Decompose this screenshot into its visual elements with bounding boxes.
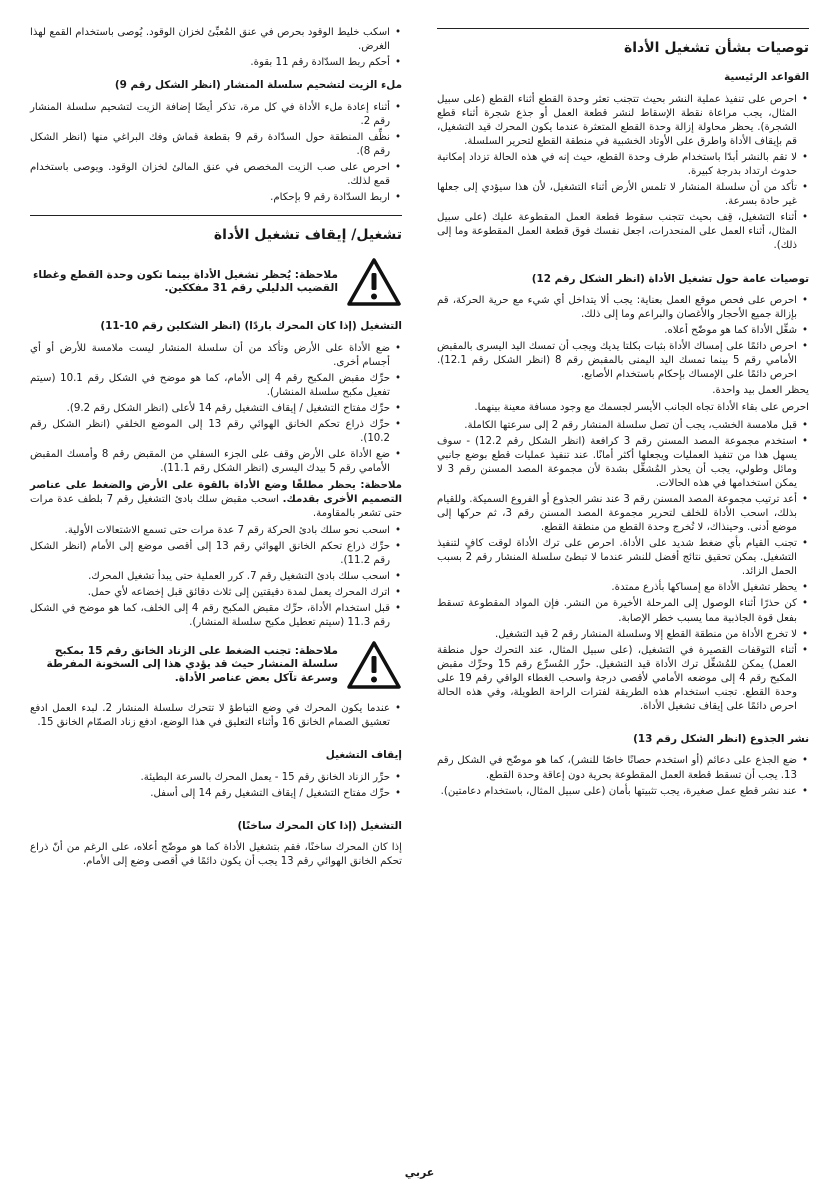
list-item: • اربط السدّادة رقم 9 بإحكام. bbox=[30, 191, 402, 205]
list-item: • استخدم مجموعة المصد المسنن رقم 3 كرافعة (انظر الشكل رقم 12.2) - سوف يسهل هذا من تنفيذ العمليات ويجعلها أكثر أمانًا. عند تنفيذ عمليات قطع بوضع جانبي ومائل وطولي، يجب أن يحذر المُشغِّل بشدة لأن مجموعة المصد المسنن رقم 3 لا يمكن استخدامها في هذه الحالات. bbox=[437, 435, 809, 491]
list-item: • احرص على صب الزيت المخصص في عنق المالئ لخزان الوقود. ويوصى باستخدام قمع لذلك. bbox=[30, 161, 402, 189]
general-heading: توصيات عامة حول تشغيل الأداة (انظر الشكل رقم 12) bbox=[531, 272, 809, 285]
list-item: • لا تخرج الأداة من منطقة القطع إلا وسلسلة المنشار رقم 2 قيد التشغيل. bbox=[437, 628, 809, 642]
warning-note-2 bbox=[30, 640, 402, 690]
list-item: • نظِّف المنطقة حول السدّادة رقم 9 بقطعة قماش وفك البراغي منها (انظر الشكل رقم 8). bbox=[30, 131, 402, 159]
stop-heading: إيقاف التشغيل bbox=[325, 749, 402, 762]
paragraph: احرص على بقاء الأداة تجاه الجانب الأيسر لجسمك مع وجود مسافة معينة بينهما. bbox=[474, 402, 809, 414]
list-item: • حرِّك ذراع تحكم الخانق الهوائي رقم 13 إلى أقصى موضع إلى الأمام (انظر الشكل رقم 11.2). bbox=[30, 540, 402, 568]
list-item: • حرِّك مفتاح التشغيل / إيقاف التشغيل رقم 14 إلى أسفل. bbox=[30, 787, 402, 801]
oil-list bbox=[30, 101, 402, 206]
list-item: • تجنب القيام بأي ضغط شديد على الأداة. احرص على ترك الأداة لوقت كافٍ لتنفيذ التشغيل. يمكن تحقيق نتائج أفضل للنشر عندما لا تبطئ سلسلة المنشار رقم 2 بسبب الحمل الزائد. bbox=[437, 537, 809, 579]
warning-text: ملاحظة: تجنب الضغط على الزناد الخانق رقم 15 بمكبح سلسلة المنشار حيث قد يؤدي هذا إلى السخونة المفرطة وسرعة تآكل بعض عناصر الأداة. bbox=[46, 644, 338, 685]
right-column bbox=[437, 28, 809, 801]
list-item: • احرص دائمًا على إمساك الأداة بثبات بكلتا يديك ويجب أن تمسك اليد اليسرى بالمقبض الأمامي رقم 5 بينما تمسك اليد اليمنى بالمقبض رقم 8 (انظر الشكل رقم 12.1). احرص دائمًا على الإمساك بإحكام باستخدام الأصابع. bbox=[437, 340, 809, 382]
list-item: • يحظر تشغيل الأداة مع إمساكها بأذرع ممتدة. bbox=[437, 581, 809, 595]
fuel-list bbox=[30, 26, 402, 70]
list-item: • عند نشر قطع عمل صغيرة، يجب تثبيتها بأمان (على سبيل المثال، باستخدام دعامتين). bbox=[437, 785, 809, 799]
list-item: • احرص على تنفيذ عملية النشر بحيث تتجنب تعثر وحدة القطع أثناء القطع (على سبيل المثال، يجب مراعاة نقطة الإسقاط لنشر قطعة العمل أو جذع شجرة أثناء قطع الشجرة). يحظر محاولة إزالة وحدة القطع المتعثرة عندما يكون المحرك قيد التشغيل، قم بإيقاف الأداة واطرق على الأوتاد الخشبية في منطقة القطع لتحرير السلسلة. bbox=[437, 93, 809, 149]
list-item: • أحكم ربط السدّادة رقم 11 بقوة. bbox=[30, 56, 402, 70]
warning-triangle-icon bbox=[346, 640, 402, 690]
cold-start-list bbox=[30, 342, 402, 477]
stop-list bbox=[30, 771, 402, 801]
list-item: • قبل ملامسة الخشب، يجب أن تصل سلسلة المنشار رقم 2 إلى سرعتها الكاملة. bbox=[437, 419, 809, 433]
list-item: • اسحب نحو سلك بادئ الحركة رقم 7 عدة مرات حتى تسمع الاشتعالات الأولية. bbox=[30, 524, 402, 538]
list-item: • ضع الأداة على الأرض وتأكد من أن سلسلة المنشار ليست ملامسة للأرض أو أي أجسام أخرى. bbox=[30, 342, 402, 370]
general-list bbox=[437, 294, 809, 714]
list-item: • اترك المحرك يعمل لمدة دقيقتين إلى ثلاث دقائق قبل إخضاعه لأي حمل. bbox=[30, 586, 402, 600]
rules-list bbox=[437, 93, 809, 254]
list-item: • عندما يكون المحرك في وضع التباطؤ لا تتحرك سلسلة المنشار 2. لبدء العمل ادفع تعشيق الصمام الخانق 16 وأثناء التعليق في هذا الوضع، ادفع زناد الصمّام الخانق 15. bbox=[30, 702, 402, 730]
cold-start-list-2 bbox=[30, 524, 402, 631]
cold-note-rest: اسحب مقبض سلك بادئ التشغيل رقم 7 بلطف عدة مرات حتى تشعر بالمقاومة. bbox=[30, 493, 402, 519]
cold-note bbox=[30, 479, 402, 521]
cold-note-bold: ملاحظة: يحظر مطلقًا وضع الأداة بالقوة على الأرض والضغط على عناصر التصميم الأخرى بقدمك. bbox=[30, 479, 402, 505]
list-item: • حرِّك مقبض المكبح رقم 4 إلى الأمام، كما هو موضح في الشكل رقم 10.1 (سيتم تفعيل مكبح سلسلة المنشار). bbox=[30, 372, 402, 400]
rules-heading: القواعد الرئيسية bbox=[724, 71, 809, 84]
list-item: • ضع الجذع على دعائم (أو استخدم حصانًا خاصًا للنشر)، كما هو موضّح في الشكل رقم 13. يجب أن تسقط قطعة العمل المقطوعة بحرية دون إعاقة وحدة القطع. bbox=[437, 754, 809, 782]
list-item: • شغِّل الأداة كما هو موضّح أعلاه. bbox=[437, 324, 809, 338]
list-item: • أثناء التشغيل، قِف بحيث تتجنب سقوط قطعة العمل المقطوعة عليك (على سبيل المثال، أثناء العمل على المنحدرات، اجعل نفسك فوق قطعة العمل المقطوعة وما إلى ذلك). bbox=[437, 211, 809, 253]
list-item: • كن حذرًا أثناء الوصول إلى المرحلة الأخيرة من النشر. فإن المواد المقطوعة تسقط بفعل قوة الجاذبية مما يسبب خطر الإصابة. bbox=[437, 597, 809, 625]
list-item: • اسحب سلك بادئ التشغيل رقم 7. كرر العملية حتى يبدأ تشغيل المحرك. bbox=[30, 570, 402, 584]
divider bbox=[437, 28, 809, 29]
list-item: • حرِّك ذراع تحكم الخانق الهوائي رقم 13 إلى الموضع الخلفي (انظر الشكل رقم 10.2). bbox=[30, 418, 402, 446]
divider bbox=[30, 215, 402, 216]
list-item: • قبل استخدام الأداة، حرِّك مقبض المكبح رقم 4 إلى الخلف، كما هو موضح في الشكل رقم 11.3 (سيتم تعطيل مكبح سلسلة المنشار). bbox=[30, 602, 402, 630]
list-item: • حرِّك مفتاح التشغيل / إيقاف التشغيل رقم 14 لأعلى (انظر الشكل رقم 9.2). bbox=[30, 402, 402, 416]
warning-note bbox=[30, 257, 402, 307]
logs-list bbox=[437, 754, 809, 798]
list-item: • ضع الأداة على الأرض وقف على الجزء السفلي من المقبض رقم 8 وأمسك المقبض الأمامي رقم 5 بيدك اليسرى (انظر الشكل رقم 11.1). bbox=[30, 448, 402, 476]
idle-list bbox=[30, 702, 402, 730]
list-item: • لا تقم بالنشر أبدًا باستخدام طرف وحدة القطع، حيث إنه في هذه الحالة تزداد إمكانية حدوث ارتداد بدرجة كبيرة. bbox=[437, 151, 809, 179]
list-item: • تأكد من أن سلسلة المنشار لا تلمس الأرض أثناء التشغيل، لأن هذا سيؤدي إلى جعلها غير حادة بسرعة. bbox=[437, 181, 809, 209]
hot-start-heading: التشغيل (إذا كان المحرك ساخنًا) bbox=[237, 819, 402, 832]
list-item: • حرِّر الزناد الخانق رقم 15 - يعمل المحرك بالسرعة البطيئة. bbox=[30, 771, 402, 785]
start-title: تشغيل/ إيقاف تشغيل الأداة bbox=[213, 227, 402, 244]
list-item: • أثناء التوقفات القصيرة في التشغيل، (على سبيل المثال، عند التحرك حول منطقة العمل) يمكن للمُشغِّل ترك الأداة قيد التشغيل. حرِّر المُسرِّع رقم 15 وحرِّك مقبض المكبح رقم 4 إلى موضعه الأمامي لأقصى درجة واسحب الغطاء الواقي رقم 19 على وحدة القطع. تجنب استخدام هذه الطريقة لفترات الراحة الطويلة، وفي هذه الحالة احرص دائمًا على إيقاف تشغيل الأداة. bbox=[437, 644, 809, 714]
list-item: • أعد ترتيب مجموعة المصد المسنن رقم 3 عند نشر الجذوع أو الفروع السميكة. وللقيام بذلك، اسحب الأداة للخلف لتحرير مجموعة المصد المسنن رقم 3، ثم حركها إلى موضع أدنى. وحينذاك، لا تُخرج وحدة القطع من منطقة القطع. bbox=[437, 493, 809, 535]
section-title: توصيات بشأن تشغيل الأداة bbox=[623, 40, 809, 56]
list-item: • احرص على فحص موقع العمل بعناية: يجب ألا يتداخل أي شيء مع حرية الحركة، قم بإزالة جميع الأحجار والأغصان والبراعم وما إلى ذلك. bbox=[437, 294, 809, 322]
logs-heading: نشر الجذوع (انظر الشكل رقم 13) bbox=[633, 733, 809, 746]
oil-heading: ملء الزيت لتشحيم سلسلة المنشار (انظر الشكل رقم 9) bbox=[114, 79, 402, 92]
warning-triangle-icon bbox=[346, 257, 402, 307]
warning-text: ملاحظة: يُحظر تشغيل الأداة بينما تكون وحدة القطع وغطاء القضيب الدليلي رقم 31 مفككين. bbox=[32, 268, 338, 295]
hot-start-text: إذا كان المحرك ساخنًا، فقم بتشغيل الأداة كما هو موضّح أعلاه، على الرغم من أنّ ذراع تحكم الخانق الهوائي رقم 13 يجب أن يكون دائمًا في أقصى وضع إلى الأمام. bbox=[30, 842, 402, 868]
list-item: • اسكب خليط الوقود بحرص في عنق المُعبِّئ لخزان الوقود. يُوصى باستخدام القمع لهذا الغرض. bbox=[30, 26, 402, 54]
list-item: • أثناء إعادة ملء الأداة في كل مرة، تذكر أيضًا إضافة الزيت لتشحيم سلسلة المنشار رقم 2. bbox=[30, 101, 402, 129]
left-column bbox=[30, 26, 402, 872]
paragraph: يحظر العمل بيد واحدة. bbox=[712, 385, 809, 397]
page-footer-language: عربي bbox=[404, 1166, 435, 1179]
cold-start-heading: التشغيل (إذا كان المحرك باردًا) (انظر الشكلين رقم 10-11) bbox=[100, 320, 402, 333]
